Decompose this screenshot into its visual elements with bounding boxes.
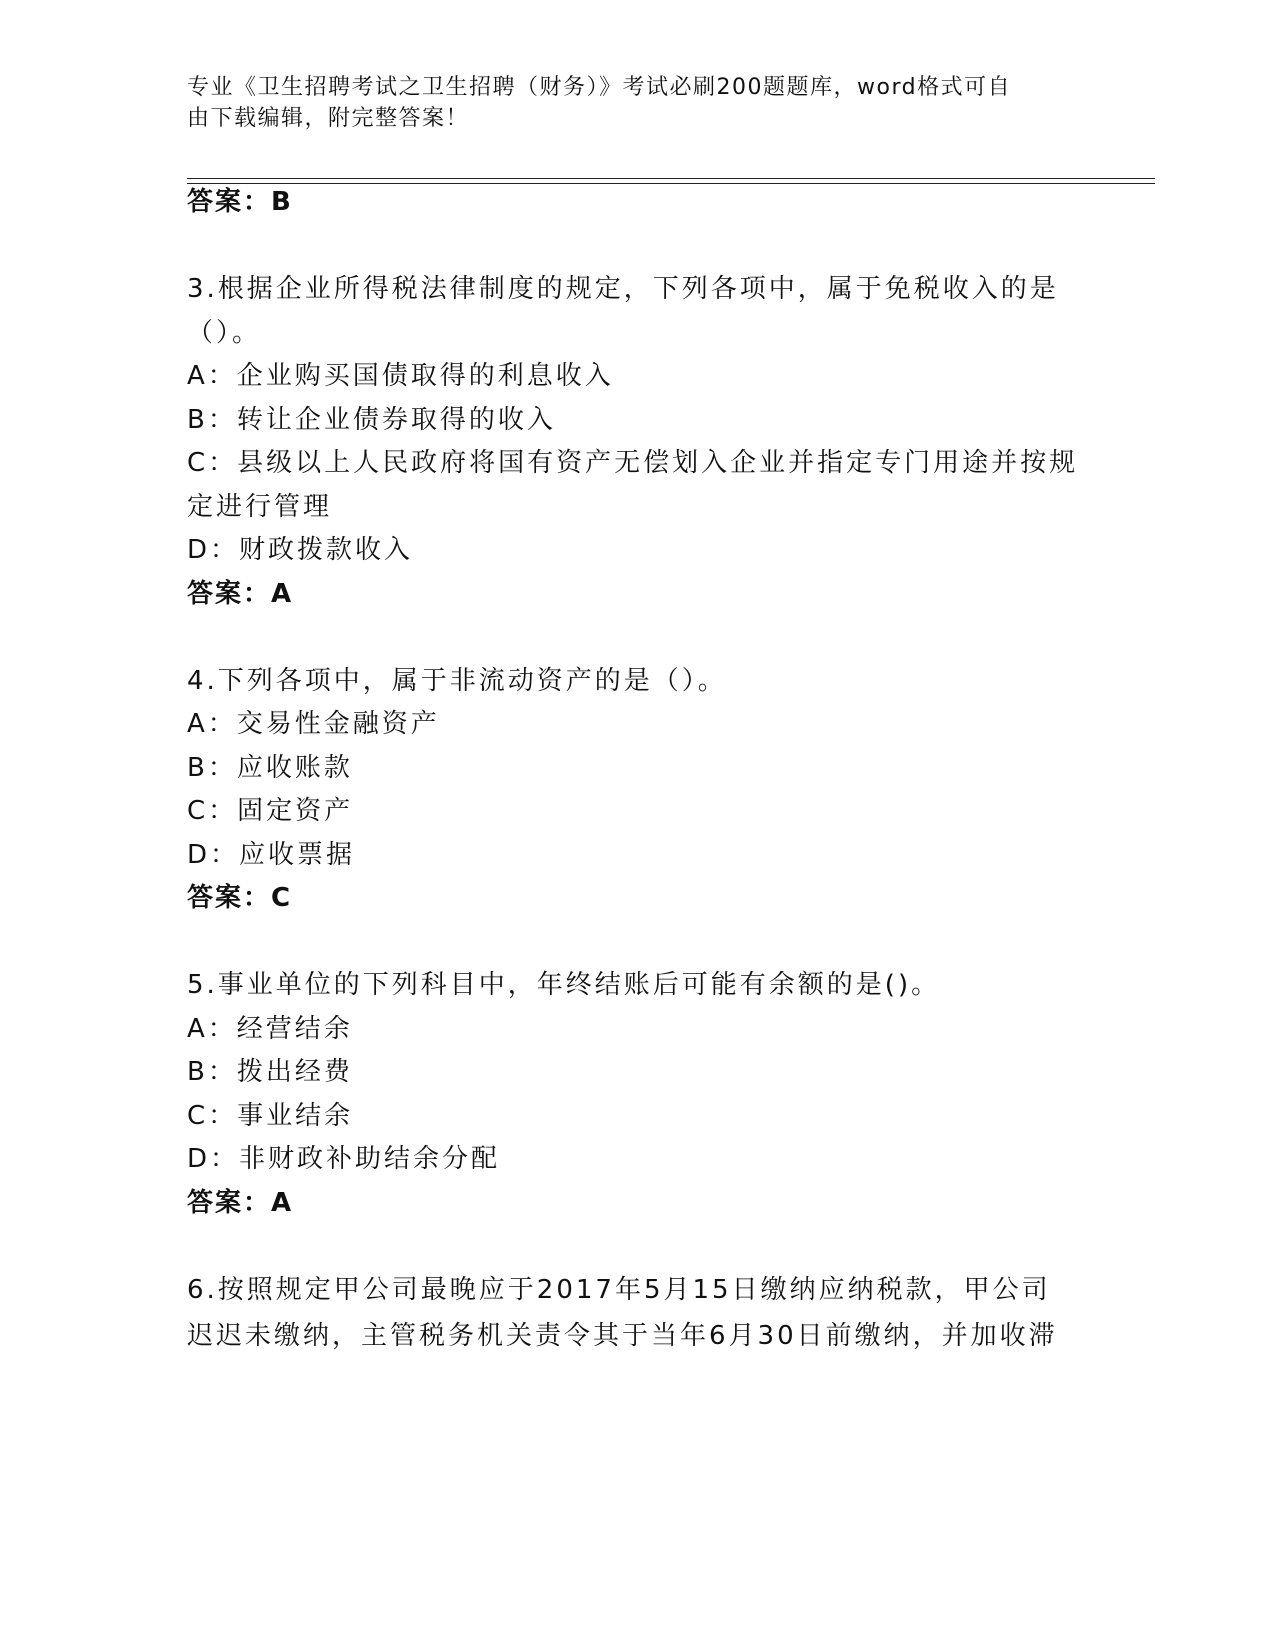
question-4-option-d: D：应收票据 [187,840,356,870]
question-3-stem-line-1: 3.根据企业所得税法律制度的规定，下列各项中，属于免税收入的是 [187,274,1059,304]
header-rule-top [187,178,1155,179]
answer-prev: 答案：B [187,187,293,217]
header-line-2: 由下载编辑，附完整答案！ [187,106,470,131]
question-6-stem-line-2: 迟迟未缴纳，主管税务机关责令其于当年6月30日前缴纳，并加收滞 [187,1321,1058,1351]
question-3-stem-line-2: （）。 [187,318,262,348]
question-5-answer: 答案：A [187,1188,294,1218]
question-4-stem: 4.下列各项中，属于非流动资产的是（）。 [187,666,727,696]
question-3-option-c-line-1: C：县级以上人民政府将国有资产无偿划入企业并指定专门用途并按规 [187,448,1079,478]
question-4-option-c: C：固定资产 [187,796,354,826]
question-3-option-b: B：转让企业债券取得的收入 [187,405,556,435]
header-line-1: 专业《卫生招聘考试之卫生招聘（财务）》考试必刷200题题库，word格式可自 [187,75,1012,100]
question-5-option-c: C：事业结余 [187,1101,354,1131]
question-4-option-a: A：交易性金融资产 [187,709,440,739]
question-5-option-d: D：非财政补助结余分配 [187,1144,501,1174]
question-3-answer: 答案：A [187,579,294,609]
question-3-option-c-line-2: 定进行管理 [187,492,333,522]
question-4-option-b: B：应收账款 [187,753,353,783]
document-header [187,72,1067,134]
question-3-option-a: A：企业购买国债取得的利息收入 [187,361,614,391]
question-5-stem: 5.事业单位的下列科目中，年终结账后可能有余额的是()。 [187,970,941,1000]
question-5-option-a: A：经营结余 [187,1014,353,1044]
question-4-answer: 答案：C [187,883,293,913]
header-rule-bottom [187,183,1155,184]
question-5-option-b: B：拨出经费 [187,1057,353,1087]
question-6-stem-line-1: 6.按照规定甲公司最晚应于2017年5月15日缴纳应纳税款，甲公司 [187,1275,1051,1305]
question-3-option-d: D：财政拨款收入 [187,535,414,565]
